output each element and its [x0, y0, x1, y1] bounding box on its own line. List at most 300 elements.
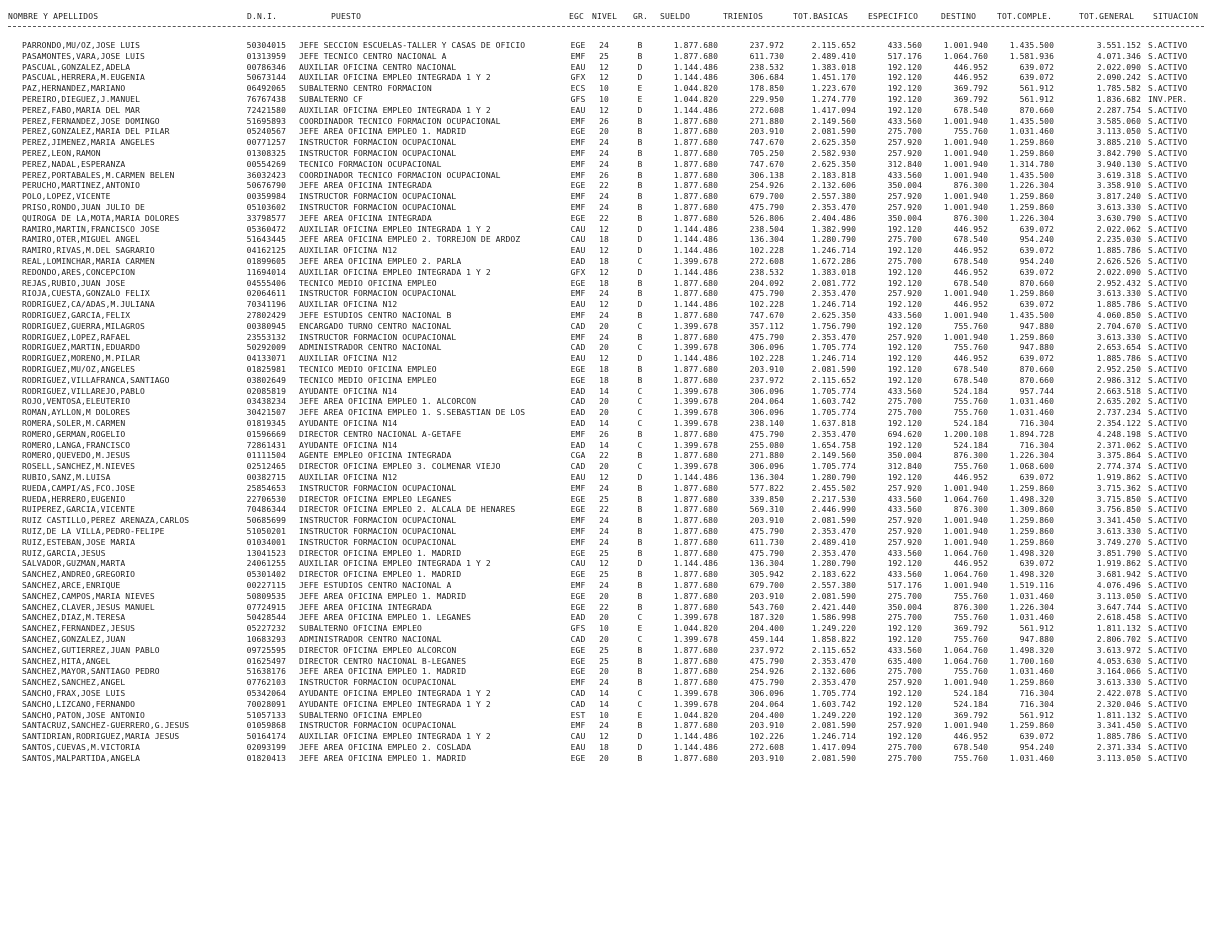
table-row: [0, 484, 1213, 494]
cell-dni: 27802429: [246, 311, 286, 320]
cell-tot-comple: 639.072: [1019, 354, 1054, 364]
cell-puesto: DIRECTOR OFICINA EMPLEO 1. MADRID: [299, 570, 462, 580]
cell-tot-comple: 1.309.860: [1009, 505, 1054, 515]
cell-tot-comple: 561.912: [1019, 84, 1054, 94]
cell-tot-basicas: 2.489.410: [811, 537, 856, 547]
cell-especifico: 257.920: [887, 138, 922, 148]
cell-tot-comple: 639.072: [1019, 473, 1054, 482]
cell-nivel: 20: [599, 397, 609, 407]
cell-tot-general: 1.811.132: [1096, 624, 1141, 634]
cell-tot-basicas: 1.705.774: [811, 408, 856, 418]
cell-trienios: 203.910: [749, 516, 784, 526]
cell-nivel: 14: [599, 419, 609, 428]
cell-tot-general: 2.704.670: [1096, 321, 1141, 331]
cell-name: RAMIRO,OTER,MIGUEL ANGEL: [22, 235, 140, 245]
cell-puesto: INSTRUCTOR FORMACION OCUPACIONAL: [299, 483, 457, 493]
cell-sueldo: 1.399.678: [673, 462, 718, 472]
cell-gr: B: [637, 116, 643, 126]
cell-puesto: INSTRUCTOR FORMACION OCUPACIONAL: [299, 289, 457, 299]
cell-tot-comple: 639.072: [1019, 300, 1054, 310]
cell-tot-comple: 716.304: [1019, 440, 1054, 450]
cell-puesto: INSTRUCTOR FORMACION OCUPACIONAL: [299, 678, 457, 688]
cell-tot-general: 2.090.242: [1096, 73, 1141, 83]
cell-situacion: S.ACTIVO: [1148, 613, 1188, 623]
cell-tot-general: 3.341.450: [1096, 516, 1141, 526]
cell-especifico: 433.560: [887, 41, 922, 50]
cell-gr: D: [637, 743, 643, 752]
cell-tot-comple: 1.259.860: [1009, 721, 1054, 731]
cell-situacion: S.ACTIVO: [1148, 311, 1188, 320]
cell-tot-basicas: 2.081.590: [811, 516, 856, 526]
cell-dni: 72861431: [246, 440, 286, 450]
cell-tot-comple: 1.498.320: [1009, 548, 1054, 558]
cell-destino: 369.792: [953, 710, 988, 720]
cell-tot-basicas: 1.249.220: [811, 624, 856, 634]
table-row: [0, 63, 1213, 73]
cell-tot-general: 3.375.864: [1096, 451, 1141, 461]
cell-egc: EMF: [570, 429, 586, 439]
cell-trienios: 237.972: [749, 41, 784, 50]
cell-name: SANTACRUZ,SANCHEZ-GUERRERO,G.JESUS: [22, 721, 190, 731]
cell-dni: 50304015: [246, 41, 286, 50]
cell-gr: E: [637, 95, 643, 104]
cell-nivel: 26: [599, 170, 609, 180]
cell-puesto: DIRECTOR OFICINA EMPLEO ALCORCON: [299, 645, 457, 655]
cell-puesto: JEFE AREA OFICINA EMPLEO 1. MADRID: [299, 753, 467, 763]
cell-nivel: 12: [599, 267, 609, 277]
table-row: [0, 678, 1213, 688]
cell-egc: EAU: [570, 354, 586, 364]
cell-dni: 00227115: [246, 581, 286, 590]
cell-tot-basicas: 1.280.790: [811, 473, 856, 482]
cell-situacion: S.ACTIVO: [1148, 181, 1188, 191]
cell-situacion: S.ACTIVO: [1148, 689, 1188, 698]
cell-nivel: 10: [599, 84, 609, 94]
table-row: [0, 343, 1213, 353]
cell-egc: EGE: [570, 494, 586, 504]
cell-name: REAL,LOMINCHAR,MARIA CARMEN: [22, 257, 155, 266]
cell-puesto: AUXILIAR OFICINA EMPLEO INTEGRADA 1 Y 2: [299, 559, 491, 569]
cell-destino: 1.064.760: [943, 570, 988, 580]
cell-dni: 00771257: [246, 138, 286, 148]
cell-situacion: S.ACTIVO: [1148, 354, 1188, 364]
cell-tot-general: 4.060.850: [1096, 311, 1141, 320]
cell-puesto: DIRECTOR CENTRO NACIONAL A-GETAFE: [299, 429, 462, 439]
cell-dni: 22706530: [246, 494, 286, 504]
cell-situacion: S.ACTIVO: [1148, 375, 1188, 385]
cell-nivel: 12: [599, 73, 609, 83]
cell-sueldo: 1.877.680: [673, 591, 718, 601]
cell-especifico: 192.120: [887, 473, 922, 482]
cell-dni: 50164174: [246, 732, 286, 742]
cell-destino: 755.760: [953, 613, 988, 623]
table-row: [0, 192, 1213, 202]
table-row: [0, 84, 1213, 94]
table-row: [0, 538, 1213, 548]
cell-nivel: 24: [599, 678, 609, 688]
cell-especifico: 694.620: [887, 429, 922, 439]
table-row: [0, 657, 1213, 667]
cell-destino: 755.760: [953, 397, 988, 407]
table-row: [0, 408, 1213, 418]
cell-tot-comple: 1.581.936: [1009, 51, 1054, 61]
cell-gr: B: [637, 203, 643, 212]
cell-nivel: 12: [599, 62, 609, 72]
table-row: [0, 559, 1213, 569]
cell-sueldo: 1.877.680: [673, 527, 718, 536]
cell-name: SALVADOR,GUZMAN,MARTA: [22, 559, 126, 569]
cell-sueldo: 1.877.680: [673, 149, 718, 158]
cell-sueldo: 1.877.680: [673, 138, 718, 148]
cell-tot-general: 4.076.496: [1096, 581, 1141, 590]
cell-puesto: JEFE AREA OFICINA EMPLEO 1. LEGANES: [299, 613, 472, 623]
cell-especifico: 192.120: [887, 354, 922, 364]
cell-gr: B: [637, 483, 643, 493]
cell-tot-comple: 1.259.860: [1009, 527, 1054, 536]
header-tot-basicas: TOT.BASICAS: [793, 12, 849, 21]
cell-especifico: 192.120: [887, 440, 922, 450]
cell-trienios: 203.910: [749, 753, 784, 763]
cell-nivel: 18: [599, 365, 609, 374]
cell-nivel: 14: [599, 440, 609, 450]
cell-especifico: 350.004: [887, 602, 922, 612]
cell-name: PEREZ,FERNANDEZ,JOSE DOMINGO: [22, 116, 160, 126]
cell-name: SANCHEZ,CAMPOS,MARIA NIEVES: [22, 591, 155, 601]
table-row: [0, 397, 1213, 407]
cell-tot-general: 3.756.850: [1096, 505, 1141, 515]
cell-egc: EGE: [570, 375, 586, 385]
cell-dni: 70341196: [246, 300, 286, 310]
cell-name: PARRONDO,MU/OZ,JOSE LUIS: [22, 41, 140, 50]
cell-trienios: 136.304: [749, 473, 784, 482]
cell-situacion: S.ACTIVO: [1148, 62, 1188, 72]
cell-situacion: S.ACTIVO: [1148, 753, 1188, 763]
cell-trienios: 178.850: [749, 84, 784, 94]
cell-especifico: 192.120: [887, 635, 922, 644]
cell-dni: 05301402: [246, 570, 286, 580]
cell-nivel: 10: [599, 624, 609, 634]
cell-dni: 50673144: [246, 73, 286, 83]
cell-egc: CAD: [570, 699, 586, 709]
cell-gr: D: [637, 62, 643, 72]
cell-name: SANCHEZ,ARCE,ENRIQUE: [22, 581, 121, 590]
cell-puesto: TECNICO MEDIO OFICINA EMPLEO: [299, 278, 437, 288]
cell-sueldo: 1.877.680: [673, 429, 718, 439]
cell-situacion: S.ACTIVO: [1148, 635, 1188, 644]
cell-sueldo: 1.877.680: [673, 213, 718, 223]
cell-name: RODRIGUEZ,VILLAFRANCA,SANTIAGO: [22, 375, 170, 385]
cell-situacion: S.ACTIVO: [1148, 527, 1188, 536]
cell-especifico: 350.004: [887, 181, 922, 191]
table-row: [0, 106, 1213, 116]
table-row: [0, 462, 1213, 472]
cell-dni: 07724915: [246, 602, 286, 612]
cell-sueldo: 1.399.678: [673, 699, 718, 709]
cell-dni: 30421507: [246, 408, 286, 418]
cell-especifico: 257.920: [887, 537, 922, 547]
cell-situacion: S.ACTIVO: [1148, 41, 1188, 50]
cell-egc: EAU: [570, 473, 586, 482]
cell-sueldo: 1.877.680: [673, 667, 718, 677]
cell-nivel: 14: [599, 386, 609, 396]
cell-puesto: INSTRUCTOR FORMACION OCUPACIONAL: [299, 138, 457, 148]
cell-egc: EMF: [570, 116, 586, 126]
cell-trienios: 306.096: [749, 343, 784, 353]
cell-trienios: 475.790: [749, 332, 784, 342]
cell-name: ROMERO,LANGA,FRANCISCO: [22, 440, 131, 450]
cell-trienios: 543.760: [749, 602, 784, 612]
header-dni: D.N.I.: [247, 12, 278, 21]
cell-tot-basicas: 1.417.094: [811, 105, 856, 115]
cell-puesto: SUBALTERNO CF: [299, 95, 363, 104]
cell-destino: 1.001.940: [943, 159, 988, 169]
cell-egc: EAD: [570, 440, 586, 450]
cell-trienios: 747.670: [749, 159, 784, 169]
cell-tot-basicas: 1.246.714: [811, 732, 856, 742]
cell-tot-general: 3.613.330: [1096, 332, 1141, 342]
cell-gr: B: [637, 213, 643, 223]
cell-destino: 524.184: [953, 440, 988, 450]
cell-egc: EMF: [570, 311, 586, 320]
cell-name: POLO,LOPEZ,VICENTE: [22, 192, 111, 202]
cell-destino: 1.001.940: [943, 192, 988, 202]
cell-puesto: DIRECTOR OFICINA EMPLEO 1. MADRID: [299, 548, 462, 558]
cell-situacion: S.ACTIVO: [1148, 419, 1188, 428]
cell-egc: GFX: [570, 267, 586, 277]
cell-tot-basicas: 1.451.170: [811, 73, 856, 83]
cell-egc: EAU: [570, 300, 586, 310]
cell-egc: EGE: [570, 602, 586, 612]
cell-situacion: S.ACTIVO: [1148, 105, 1188, 115]
cell-gr: C: [637, 321, 643, 331]
cell-tot-basicas: 2.183.622: [811, 570, 856, 580]
cell-trienios: 187.320: [749, 613, 784, 623]
cell-dni: 00382715: [246, 473, 286, 482]
cell-nivel: 20: [599, 613, 609, 623]
cell-especifico: 192.120: [887, 343, 922, 353]
cell-tot-general: 3.585.060: [1096, 116, 1141, 126]
cell-destino: 446.952: [953, 224, 988, 234]
table-row: [0, 311, 1213, 321]
cell-destino: 1.001.940: [943, 170, 988, 180]
cell-tot-basicas: 2.081.590: [811, 721, 856, 731]
cell-egc: EMF: [570, 138, 586, 148]
cell-destino: 446.952: [953, 267, 988, 277]
cell-gr: B: [637, 149, 643, 158]
cell-nivel: 22: [599, 451, 609, 461]
cell-sueldo: 1.877.680: [673, 505, 718, 515]
cell-trienios: 569.310: [749, 505, 784, 515]
cell-tot-comple: 1.435.500: [1009, 170, 1054, 180]
cell-destino: 755.760: [953, 635, 988, 644]
cell-puesto: JEFE AREA OFICINA EMPLEO 1. MADRID: [299, 667, 467, 677]
cell-tot-basicas: 2.421.440: [811, 602, 856, 612]
cell-destino: 1.064.760: [943, 645, 988, 655]
cell-name: PEREZ,GONZALEZ,MARIA DEL PILAR: [22, 127, 170, 137]
cell-tot-basicas: 2.132.606: [811, 181, 856, 191]
cell-especifico: 312.840: [887, 159, 922, 169]
cell-sueldo: 1.144.486: [673, 732, 718, 742]
cell-trienios: 237.972: [749, 645, 784, 655]
cell-sueldo: 1.044.820: [673, 710, 718, 720]
cell-name: PASCUAL,GONZALEZ,ADELA: [22, 62, 131, 72]
cell-sueldo: 1.877.680: [673, 365, 718, 374]
table-row: [0, 268, 1213, 278]
cell-name: RODRIGUEZ,MORENO,M.PILAR: [22, 354, 140, 364]
cell-gr: B: [637, 516, 643, 526]
cell-trienios: 475.790: [749, 656, 784, 666]
cell-sueldo: 1.877.680: [673, 289, 718, 299]
cell-dni: 11694014: [246, 267, 286, 277]
cell-name: RUEDA,HERRERO,EUGENIO: [22, 494, 126, 504]
table-row: [0, 646, 1213, 656]
cell-especifico: 192.120: [887, 278, 922, 288]
cell-trienios: 203.910: [749, 127, 784, 137]
cell-dni: 24061255: [246, 559, 286, 569]
cell-puesto: INSTRUCTOR FORMACION OCUPACIONAL: [299, 203, 457, 212]
cell-especifico: 433.560: [887, 386, 922, 396]
cell-sueldo: 1.399.678: [673, 321, 718, 331]
cell-tot-basicas: 2.217.530: [811, 494, 856, 504]
cell-sueldo: 1.877.680: [673, 537, 718, 547]
cell-tot-basicas: 2.353.470: [811, 429, 856, 439]
cell-tot-comple: 954.240: [1019, 235, 1054, 245]
cell-tot-comple: 1.226.304: [1009, 181, 1054, 191]
cell-name: ROJO,VENTOSA,ELEUTERIO: [22, 397, 131, 407]
cell-destino: 1.001.940: [943, 332, 988, 342]
cell-situacion: S.ACTIVO: [1148, 321, 1188, 331]
cell-tot-comple: 947.880: [1019, 321, 1054, 331]
cell-nivel: 24: [599, 516, 609, 526]
cell-tot-general: 1.919.862: [1096, 473, 1141, 482]
cell-tot-comple: 1.259.860: [1009, 289, 1054, 299]
cell-dni: 05240567: [246, 127, 286, 137]
cell-tot-comple: 1.700.160: [1009, 656, 1054, 666]
cell-puesto: COORDINADOR TECNICO FORMACION OCUPACIONAL: [299, 116, 501, 126]
cell-tot-general: 2.371.334: [1096, 743, 1141, 752]
cell-tot-basicas: 2.353.470: [811, 203, 856, 212]
cell-puesto: AGENTE EMPLEO OFICINA INTEGRADA: [299, 451, 452, 461]
cell-gr: B: [637, 537, 643, 547]
cell-situacion: S.ACTIVO: [1148, 278, 1188, 288]
cell-tot-comple: 1.259.860: [1009, 537, 1054, 547]
table-row: [0, 732, 1213, 742]
cell-tot-basicas: 2.446.990: [811, 505, 856, 515]
cell-tot-basicas: 1.246.714: [811, 354, 856, 364]
cell-gr: B: [637, 127, 643, 137]
cell-egc: EAU: [570, 246, 586, 256]
cell-destino: 1.200.108: [943, 429, 988, 439]
cell-trienios: 475.790: [749, 203, 784, 212]
table-row: [0, 419, 1213, 429]
cell-sueldo: 1.144.486: [673, 354, 718, 364]
table-row: [0, 214, 1213, 224]
cell-dni: 05103602: [246, 203, 286, 212]
cell-egc: EGE: [570, 548, 586, 558]
cell-gr: B: [637, 332, 643, 342]
cell-nivel: 24: [599, 537, 609, 547]
cell-situacion: S.ACTIVO: [1148, 257, 1188, 266]
cell-tot-general: 2.986.312: [1096, 375, 1141, 385]
cell-name: SANCHO,LIZCANO,FERNANDO: [22, 699, 136, 709]
cell-especifico: 192.120: [887, 624, 922, 634]
cell-destino: 524.184: [953, 699, 988, 709]
cell-sueldo: 1.877.680: [673, 332, 718, 342]
cell-especifico: 192.120: [887, 375, 922, 385]
cell-sueldo: 1.144.486: [673, 473, 718, 482]
cell-situacion: S.ACTIVO: [1148, 170, 1188, 180]
cell-egc: EMF: [570, 51, 586, 61]
cell-dni: 03438234: [246, 397, 286, 407]
cell-tot-general: 3.613.330: [1096, 203, 1141, 212]
cell-egc: EMF: [570, 170, 586, 180]
cell-tot-basicas: 2.353.470: [811, 332, 856, 342]
cell-tot-basicas: 1.274.770: [811, 95, 856, 104]
cell-name: RODRIGUEZ,GARCIA,FELIX: [22, 311, 131, 320]
cell-especifico: 192.120: [887, 62, 922, 72]
cell-tot-general: 2.422.078: [1096, 689, 1141, 698]
cell-name: RUIZ CASTILLO,PEREZ ARENAZA,CARLOS: [22, 516, 190, 526]
cell-trienios: 272.608: [749, 257, 784, 266]
cell-nivel: 22: [599, 213, 609, 223]
cell-nivel: 24: [599, 289, 609, 299]
cell-egc: ECS: [570, 84, 586, 94]
cell-tot-comple: 1.498.320: [1009, 645, 1054, 655]
cell-name: REDONDO,ARES,CONCEPCION: [22, 267, 136, 277]
cell-tot-comple: 1.259.860: [1009, 203, 1054, 212]
cell-nivel: 18: [599, 278, 609, 288]
cell-name: QUIROGA DE LA,MOTA,MARIA DOLORES: [22, 213, 180, 223]
cell-situacion: S.ACTIVO: [1148, 505, 1188, 515]
cell-tot-comple: 1.314.780: [1009, 159, 1054, 169]
cell-especifico: 275.700: [887, 591, 922, 601]
cell-gr: D: [637, 105, 643, 115]
cell-dni: 02512465: [246, 462, 286, 472]
cell-gr: C: [637, 397, 643, 407]
cell-name: RIOJA,CUESTA,GONZALO FELIX: [22, 289, 150, 299]
cell-dni: 33798577: [246, 213, 286, 223]
cell-trienios: 204.064: [749, 397, 784, 407]
cell-tot-comple: 1.259.860: [1009, 516, 1054, 526]
cell-gr: B: [637, 602, 643, 612]
cell-nivel: 24: [599, 203, 609, 212]
cell-especifico: 433.560: [887, 505, 922, 515]
cell-egc: CAD: [570, 462, 586, 472]
cell-tot-general: 2.320.046: [1096, 699, 1141, 709]
cell-tot-general: 1.836.682: [1096, 95, 1141, 104]
cell-especifico: 517.176: [887, 581, 922, 590]
cell-puesto: AUXILIAR OFICINA EMPLEO INTEGRADA 1 Y 2: [299, 224, 491, 234]
table-row: [0, 225, 1213, 235]
cell-tot-comple: 1.435.500: [1009, 311, 1054, 320]
cell-trienios: 102.228: [749, 354, 784, 364]
header-tot-comple: TOT.COMPLE.: [997, 12, 1053, 21]
cell-gr: B: [637, 656, 643, 666]
cell-sueldo: 1.399.678: [673, 343, 718, 353]
cell-gr: B: [637, 170, 643, 180]
cell-trienios: 357.112: [749, 321, 784, 331]
cell-tot-basicas: 2.455.502: [811, 483, 856, 493]
cell-tot-general: 2.287.754: [1096, 105, 1141, 115]
cell-gr: B: [637, 375, 643, 385]
cell-name: ROMAN,AYLLON,M DOLORES: [22, 408, 131, 418]
cell-nivel: 25: [599, 645, 609, 655]
cell-sueldo: 1.877.680: [673, 678, 718, 688]
cell-gr: B: [637, 678, 643, 688]
cell-dni: 01899605: [246, 257, 286, 266]
cell-puesto: AUXILIAR OFICINA EMPLEO INTEGRADA 1 Y 2: [299, 267, 491, 277]
cell-situacion: S.ACTIVO: [1148, 203, 1188, 212]
